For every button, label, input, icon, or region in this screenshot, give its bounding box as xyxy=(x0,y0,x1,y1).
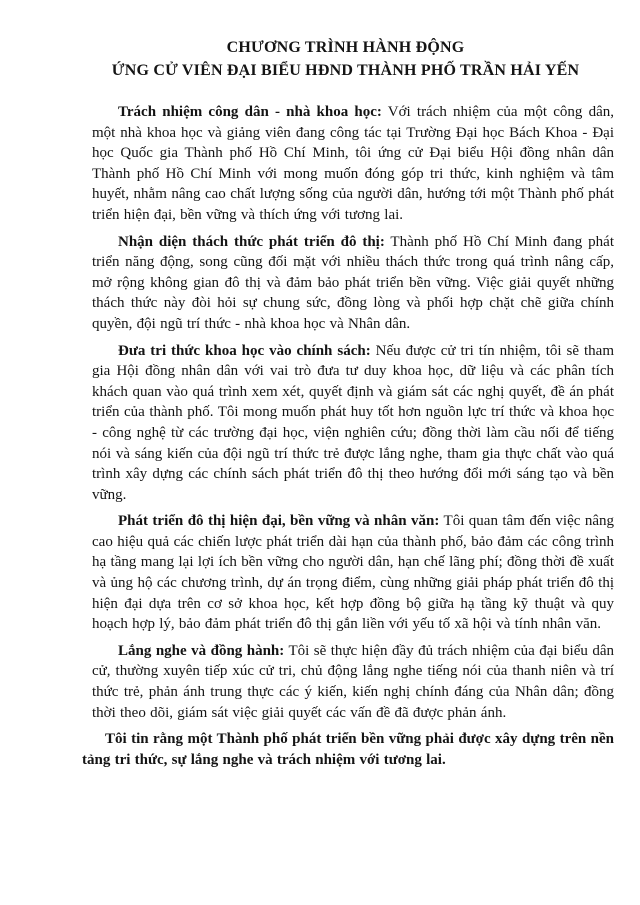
paragraph-science-policy xyxy=(92,341,614,506)
paragraph-listen-accompany xyxy=(92,641,614,723)
paragraph-body-science-policy: Nếu được cử tri tín nhiệm, tôi sẽ tham gia Hội đồng nhân dân với vai trò đưa tư duy khoa học, dữ liệu và các phân tích khách quan vào quá trình xem xét, quyết định và giám sát các nghị quyết, đề án phát triển của thành phố. Tôi mong muốn phát huy tốt hơn nguồn lực trí thức và khoa học - công nghệ từ các trường đại học, viện nghiên cứu; đồng thời làm cầu nối để tiếng nói và sáng kiến của đội ngũ trí thức trẻ được lắng nghe, tham gia thực chất vào quá trình xây dựng các chính sách phát triển đô thị theo hướng đổi mới sáng tạo và bền vững. xyxy=(92,342,614,503)
paragraph-lead-urban-development: Phát triển đô thị hiện đại, bền vững và nhân văn: xyxy=(118,513,440,530)
paragraph-body-urban-development: Tôi quan tâm đến việc nâng cao hiệu quả các chiến lược phát triển dài hạn của thành phố, bảo đảm các công trình hạ tầng mang lại lợi ích bền vững cho người dân, hạn chế lãng phí; đồng thời đề xuất và ủng hộ các chương trình, dự án trọng điểm, cùng những giải pháp phát triển đô thị hiện đại dựa trên cơ sở khoa học, kết hợp đồng bộ giữa hạ tầng kỹ thuật và quy hoạch hợp lý, bảo đảm phát triển đô thị gắn liền với yếu tố xã hội và tính nhân văn. xyxy=(92,513,614,633)
paragraph-lead-urban-challenges: Nhận diện thách thức phát triển đô thị: xyxy=(118,233,385,250)
paragraph-lead-science-policy: Đưa tri thức khoa học vào chính sách: xyxy=(118,342,371,359)
paragraph-urban-development xyxy=(92,511,614,635)
paragraph-lead-listen-accompany: Lắng nghe và đồng hành: xyxy=(118,642,285,659)
paragraph-civic-responsibility xyxy=(92,102,614,226)
paragraph-body-listen-accompany: Tôi sẽ thực hiện đầy đủ trách nhiệm của đại biểu dân cử, thường xuyên tiếp xúc cử tri, chủ động lắng nghe tiếng nói của thanh niên và trí thức trẻ, phản ánh trung thực các ý kiến, kiến nghị chính đáng của Nhân dân; đồng thời theo dõi, giám sát việc giải quyết các vấn đề đã được phản ánh. xyxy=(92,642,614,721)
document-title-line1: CHƯƠNG TRÌNH HÀNH ĐỘNG xyxy=(226,39,465,56)
document-title-line2: ỨNG CỬ VIÊN ĐẠI BIỂU HĐND THÀNH PHỐ TRẦN HẢI YẾN xyxy=(111,62,580,79)
paragraph-lead-civic-responsibility: Trách nhiệm công dân - nhà khoa học: xyxy=(118,104,382,120)
paragraph-closing-statement xyxy=(82,729,614,770)
paragraph-urban-challenges xyxy=(92,232,614,335)
paragraph-body-civic-responsibility: Với trách nhiệm của một công dân, một nhà khoa học và giảng viên đang công tác tại Trường Đại học Bách Khoa - Đại học Quốc gia Thành phố Hồ Chí Minh, tôi ứng cử Đại biểu Hội đồng nhân dân Thành phố Hồ Chí Minh với mong muốn đóng góp tri thức, kinh nghiệm và tâm huyết, nhằm nâng cao chất lượng sống của người dân, hướng tới một Thành phố phát triển hiện đại, bền vững và thích ứng với tương lai. xyxy=(92,104,614,223)
paragraph-body-closing-statement: Tôi tin rằng một Thành phố phát triển bền vững phải được xây dựng trên nền tảng tri thức, sự lắng nghe và trách nhiệm với tương lai. xyxy=(82,731,614,768)
paragraph-body-urban-challenges: Thành phố Hồ Chí Minh đang phát triển năng động, song cũng đối mặt với nhiều thách thức trong quá trình nâng cấp, mở rộng không gian đô thị và đảm bảo phát triển bền vững. Việc giải quyết những thách thức này đòi hỏi sự chung sức, đồng lòng và phối hợp chặt chẽ giữa chính quyền, đội ngũ trí thức - nhà khoa học và Nhân dân. xyxy=(92,233,614,332)
document-title xyxy=(77,36,614,82)
